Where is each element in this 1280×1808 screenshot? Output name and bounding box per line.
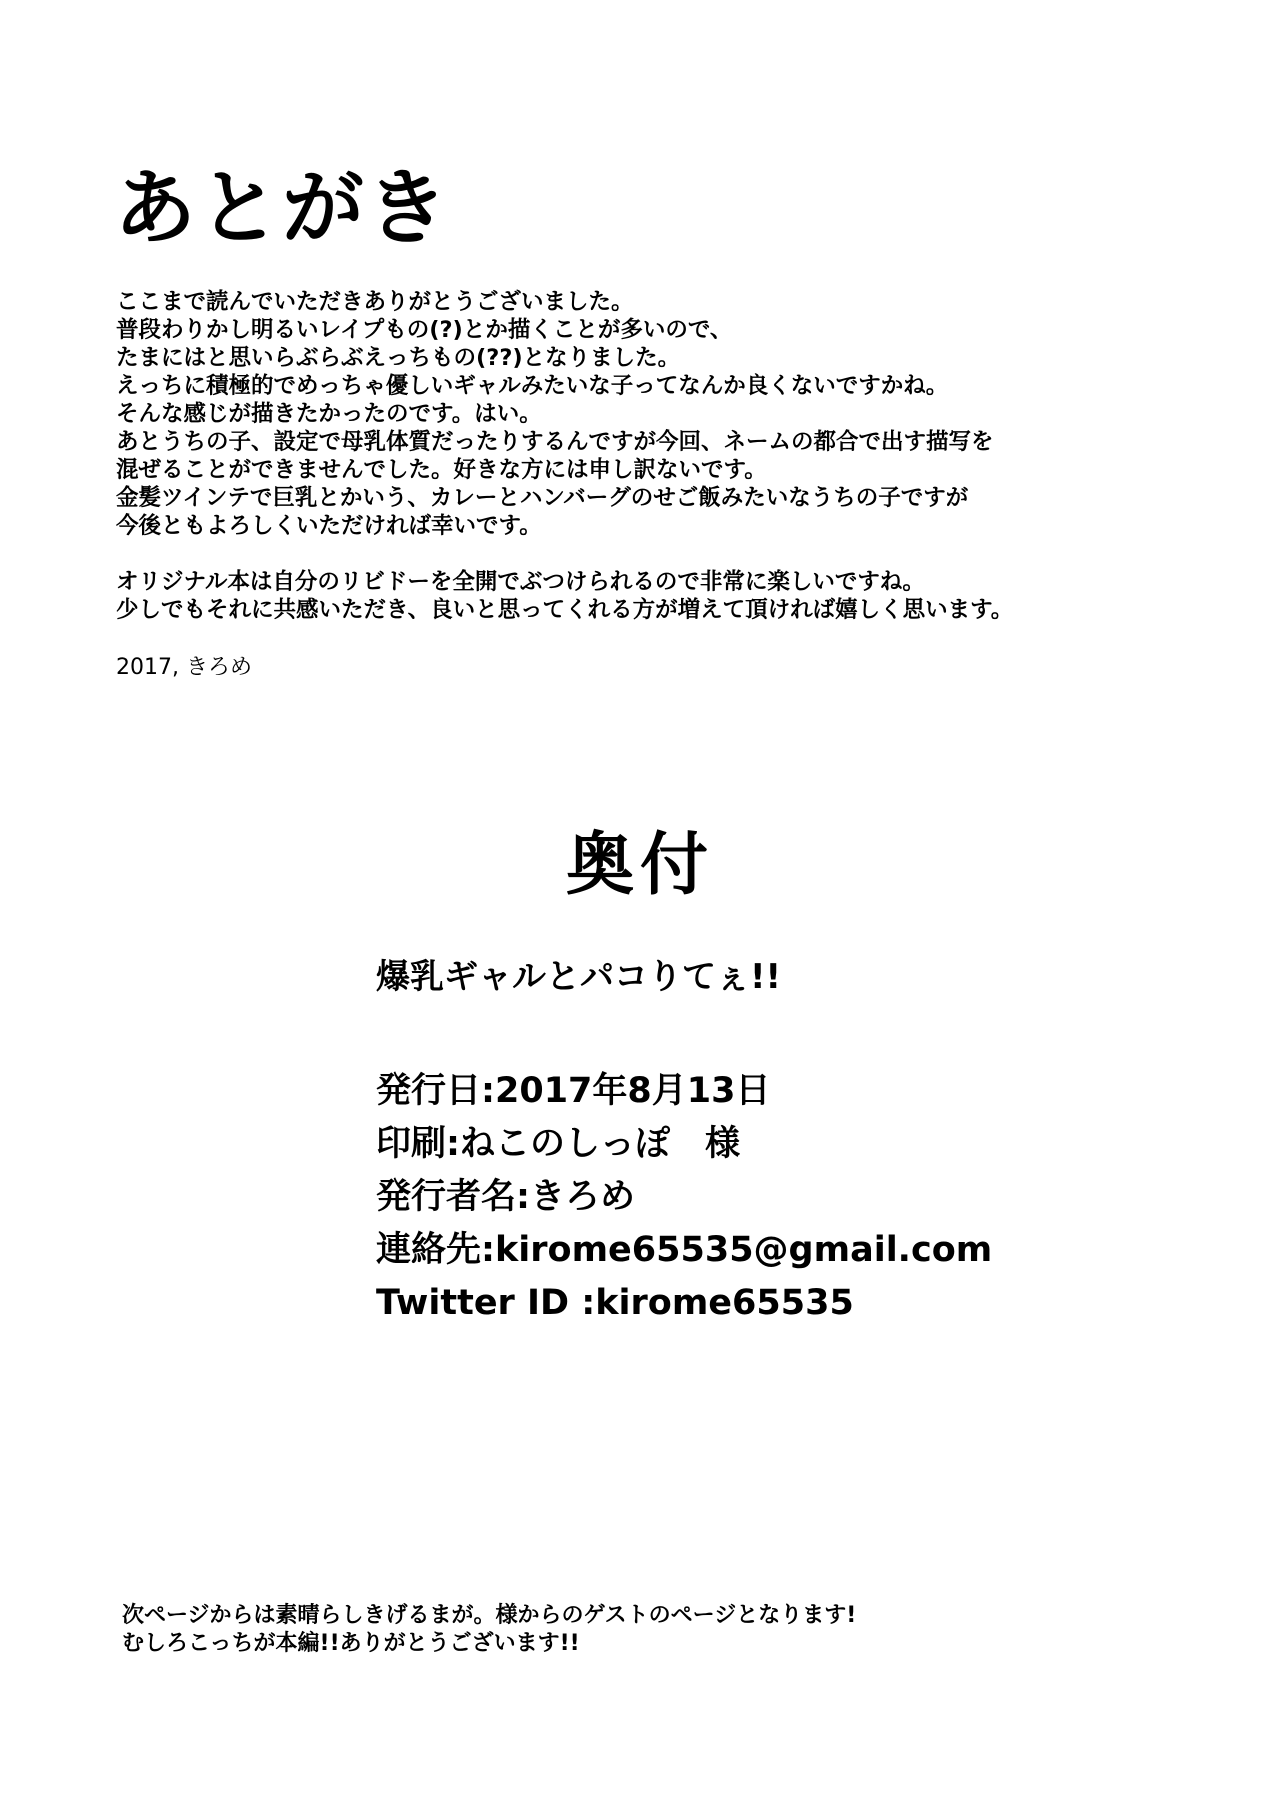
afterword-line: オリジナル本は自分のリビドーを全開でぶつけられるので非常に楽しいですね。 [116,569,925,595]
afterword-line: 普段わりかし明るいレイプもの(?)とか描くことが多いので、 [116,317,733,343]
footer-note [122,1602,856,1658]
info-publish-date: 発行日:2017年8月13日 [376,1071,771,1111]
afterword-line: 混ぜることができませんでした。好きな方には申し訳ないです。 [116,457,767,483]
afterword-line: ここまで読んでいただきありがとうございました。 [116,289,634,315]
footer-line: 次ページからは素晴らしきげるまが。様からのゲストのページとなります! [122,1603,857,1628]
work-title: 爆乳ギャルとパコりてぇ!! [376,957,782,997]
afterword-line: えっちに積極的でめっちゃ優しいギャルみたいな子ってなんか良くないですかね。 [116,373,949,399]
afterword-line: 今後ともよろしくいただければ幸いです。 [116,513,542,539]
afterword-heading: あとがき [114,161,451,256]
footer-line: むしろこっちが本編!!ありがとうございます!! [122,1631,580,1656]
publication-info [376,1065,992,1330]
afterword-line: 金髪ツインテで巨乳とかいう、カレーとハンバーグのせご飯みたいなうちの子ですが [116,485,969,511]
paragraph-gap [116,540,1236,568]
info-publisher: 発行者名:きろめ [376,1177,635,1217]
afterword-line: たまにはと思いらぶらぶえっちもの(??)となりました。 [116,345,681,371]
info-contact: 連絡先:kirome65535@gmail.com [376,1230,993,1270]
info-twitter: Twitter ID :kirome65535 [376,1283,854,1323]
afterword-line: 少しでもそれに共感いただき、良いと思ってくれる方が増えて頂ければ嬉しく思います。 [116,597,1014,623]
afterword-line: あとうちの子、設定で母乳体質だったりするんですが今回、ネームの都合で出す描写を [116,429,994,455]
afterword-line: そんな感じが描きたかったのです。はい。 [116,401,542,427]
afterword-signature: 2017, きろめ [116,655,252,680]
colophon-heading: 奥付 [565,826,714,905]
info-printer: 印刷:ねこのしっぽ 様 [376,1124,740,1164]
afterword-text [116,288,1236,624]
